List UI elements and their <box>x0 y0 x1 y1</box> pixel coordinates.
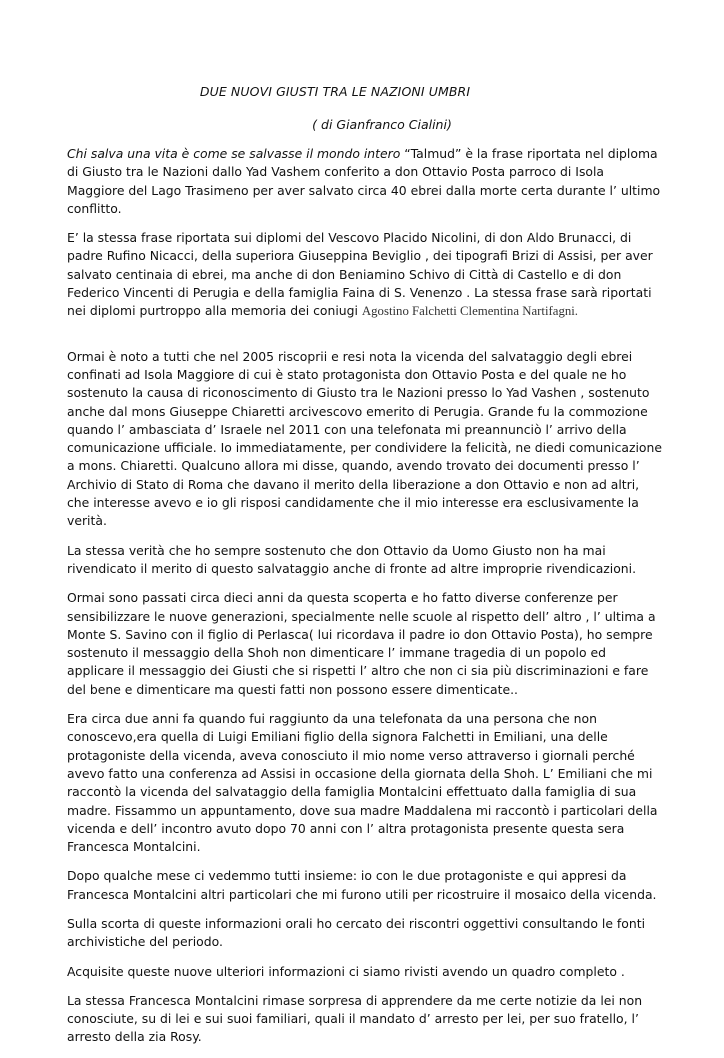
author-byline: ( di Gianfranco Cialini) <box>312 117 452 132</box>
paragraph-5: Ormai sono passati circa dieci anni da questa scoperta e ho fatto diverse conferenze per sensibilizzare le nuove generazioni, specialmente nelle scuole al rispetto dell’ altro , l’ ultima a Monte S. Savino con il figlio di Perlasca( lui ricordava il padre io don Ottavio Posta), ho sempre sostenuto il messaggio della Shoh non dimenticare l’ immane tragedia di un popolo ed applicare il messaggio dei Giusti che si rispetti l’ altro che non ci sia più discriminazioni e fare del bene e dimenticare ma questi fatti non possono essere dimenticate.. <box>67 590 656 697</box>
paragraph-7: Dopo qualche mese ci vedemmo tutti insieme: io con le due protagoniste e qui appresi da Francesca Montalcini altri particolari che mi furono utili per ricostruire il mosaico della vicenda. <box>67 868 657 902</box>
document-title: DUE NUOVI GIUSTI TRA LE NAZIONI UMBRI <box>199 84 471 99</box>
paragraph-1 <box>67 145 663 218</box>
paragraph-8: Sulla scorta di queste informazioni orali ho cercato dei riscontri oggettivi consultando le fonti archivistiche del periodo. <box>67 915 646 950</box>
paragraph-2-text: E’ la stessa frase riportata sui diplomi del Vescovo Placido Nicolini, di don Aldo Brunacci, di padre Rufino Nicacci, della superiora Giuseppina Beviglio , dei tipografi Brizi di Assisi, per aver salvato centinaia di ebrei, ma anche di don Beniamino Schivo di Città di Castello e di don Federico Vincenti di Perugia e della famiglia Faina di S. Venenzo . La stessa frase sarà riportati nei diplomi purtroppo alla memoria dei coniugi <box>67 230 653 319</box>
talmud-quote: Chi salva una vita è come se salvasse il mondo intero <box>67 146 401 161</box>
paragraph-3: Ormai è noto a tutti che nel 2005 riscoprii e resi nota la vicenda del salvataggio degli ebrei confinati ad Isola Maggiore di cui è stato protagonista don Ottavio Posta e del quale ne ho sostenuto la causa di riconoscimento di Giusto tra le Nazioni presso lo Yad Vashen , sostenuto anche dal mons Giuseppe Chiaretti arcivescovo emerito di Perugia. Grande fu la commozione quando l’ ambasciata d’ Israele nel 2011 con una telefonata mi preannunciò l’ arrivo della comunicazione ufficiale. Io immediatamente, per condividere la felicità, ne diedi comunicazione a mons. Chiaretti. Qualcuno allora mi disse, quando, avendo trovato dei documenti presso l’ Archivio di Stato di Roma che davano il merito della liberazione a don Ottavio e non ad altri, che interesse avevo e io gli risposi candidamente che il mio interesse era esclusivamente la verità. <box>67 348 662 529</box>
paragraph-9: Acquisite queste nuove ulteriori informazioni ci siamo rivisti avendo un quadro completo . <box>67 963 625 979</box>
paragraph-4: La stessa verità che ho sempre sostenuto che don Ottavio da Uomo Giusto non ha mai rivendicato il merito di questo salvataggio anche di fronte ad altre improprie rivendicazioni. <box>67 542 637 576</box>
paragraph-1-text: “Talmud” è la frase riportata nel diploma di Giusto tra le Nazioni dallo Yad Vashem conferito a don Ottavio Posta parroco di Isola Maggiore del Lago Trasimeno per aver salvato circa 40 ebrei dalla morte certa durante l’ ultimo conflitto. <box>67 146 661 216</box>
paragraph-10: La stessa Francesca Montalcini rimase sorpresa di apprendere da me certe notizie da lei non conosciute, su di lei e sui suoi familiari, quali il mandato d’ arresto per lei, per suo fratello, l’ arresto della zia Rosy. <box>67 992 643 1045</box>
paragraph-6: Era circa due anni fa quando fui raggiunto da una telefonata da una persona che non conoscevo,era quella di Luigi Emiliani figlio della signora Falchetti in Emiliani, una delle protagoniste della vicenda, aveva conosciuto il mio nome verso attraverso i giornali perché avevo fatto una conferenza ad Assisi in occasione della giornata della Shoh. L’ Emiliani che mi raccontò la vicenda del salvataggio della famiglia Montalcini effettuato dalla famiglia di sua madre. Fissammo un appuntamento, dove sua madre Maddalena mi raccontò i particolari della vicenda e dell’ incontro avuto dopo 70 anni con l’ altra protagonista presente questa sera Francesca Montalcini. <box>67 711 658 855</box>
paragraph-2-names: Agostino Falchetti Clementina Nartifagni. <box>361 304 579 319</box>
paragraph-2 <box>67 229 663 320</box>
document-body <box>67 145 663 1058</box>
